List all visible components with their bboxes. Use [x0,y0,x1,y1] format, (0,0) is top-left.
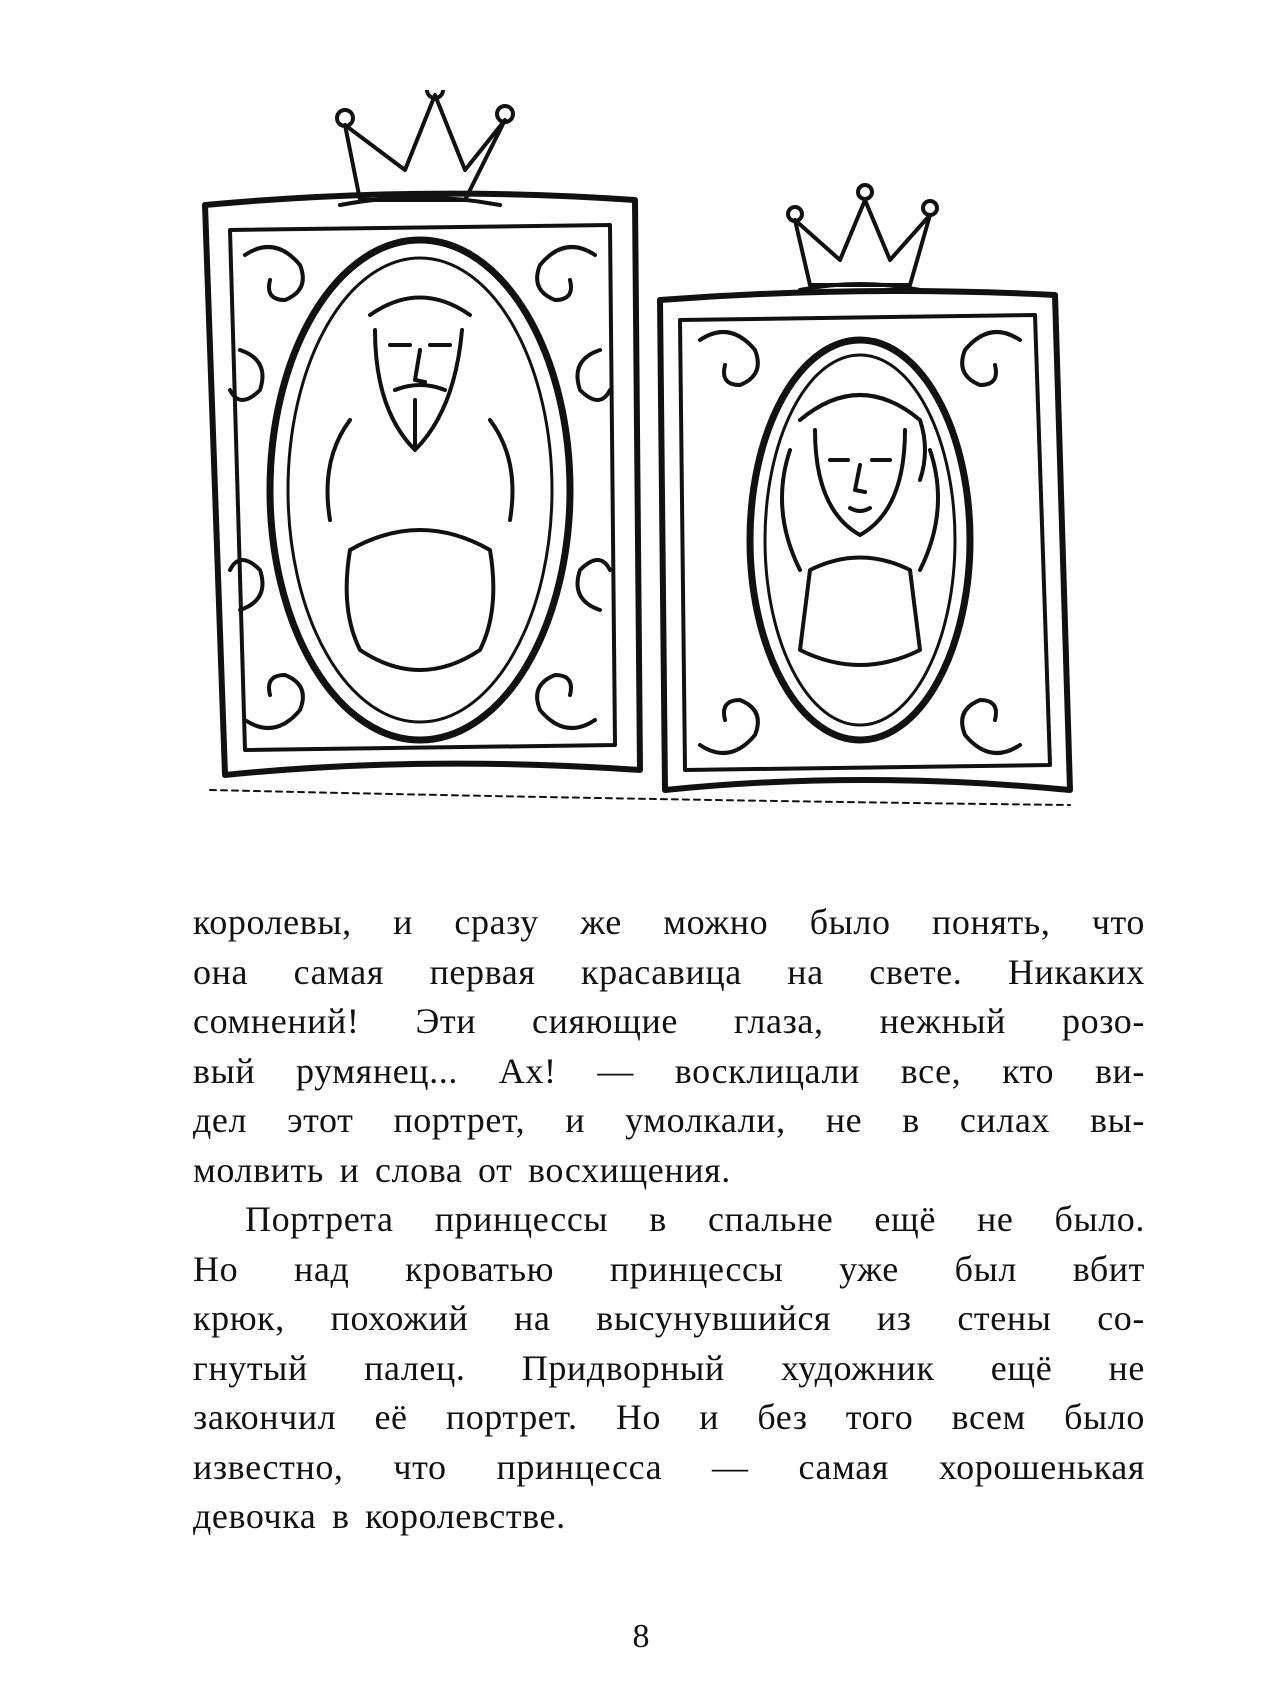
text-line: девочка в королевстве. [193,1496,566,1536]
queen-frame-icon [660,291,1070,790]
text-line: молвить и слова от восхищения. [193,1149,731,1190]
paragraph-2 [193,1195,1145,1542]
text-line: дел этот портрет, и умолкали, не в силах вы- [193,1100,1145,1140]
text-line: королевы, и сразу же можно было понять, что [193,902,1145,942]
queen-crown-icon [788,185,937,290]
text-line: Портрета принцессы в спальне ещё не было. [245,1199,1145,1239]
two-royal-portraits-icon [200,90,1160,850]
text-line: закончил её портрет. Но и без того всем было [193,1397,1145,1437]
text-line: Но над кроватью принцессы уже был вбит [193,1248,1145,1289]
page-number: 8 [632,1618,650,1655]
text-line: сомнений! Эти сияющие глаза, нежный розо- [193,1001,1145,1041]
text-line: известно, что принцесса — самая хорошенькая [193,1446,1145,1487]
paragraph-1 [193,898,1145,1195]
text-line: она самая первая красавица на свете. Никаких [193,951,1145,992]
story-text [193,898,1145,1542]
text-line: крюк, похожий на высунувшийся из стены со- [193,1298,1145,1338]
text-line: гнутый палец. Придворный художник ещё не [193,1347,1145,1388]
king-crown-icon [337,90,513,205]
text-line: вый румянец... Ах! — восклицали все, кто ви- [193,1050,1145,1091]
king-frame-icon [205,194,640,775]
portraits-illustration [200,90,1160,850]
